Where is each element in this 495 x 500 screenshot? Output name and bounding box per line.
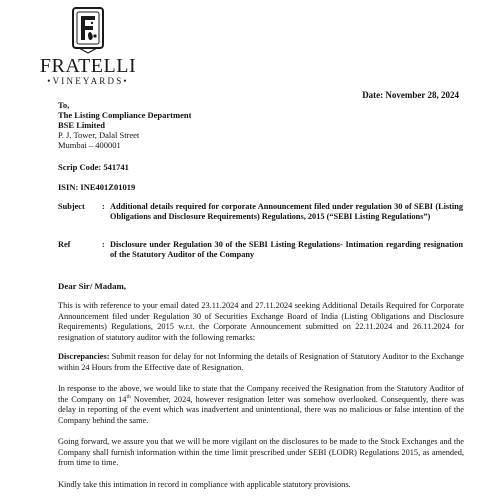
fratelli-crest-icon bbox=[71, 6, 105, 54]
isin-code: ISIN: INE401Z01019 bbox=[58, 182, 136, 192]
address-to: To, bbox=[58, 100, 70, 110]
response-superscript: th bbox=[126, 393, 131, 400]
ref-label: Ref bbox=[58, 240, 71, 249]
subject-text: Additional details required for corporate Announcement filed under regulation 30 of SEBI (Listing Obligations and Disclosure Requirements) Regulations, 2015 (“SEBI Listing Regulations”) bbox=[110, 202, 463, 222]
brand-dot-right: • bbox=[123, 76, 129, 86]
response-text-after: November, 2024, however resignation letter was somehow overlooked. Consequently, there was delay in reporting of the event which was inadvertent and unintentional, there was no malicious or false intention of the Company behind the same. bbox=[58, 394, 464, 425]
subject-colon: : bbox=[102, 202, 105, 211]
response-text-before: In response to the above, we would like to state that the Company received the Resignation from the Statutory Auditor of the Company on 14 bbox=[58, 384, 464, 404]
discrepancies-label: Discrepancies: bbox=[58, 352, 110, 361]
paragraph-reference: This is with reference to your email dated 23.11.2024 and 27.11.2024 seeking Additional Details Required for Corporate Announcement filed under Regulation 30 of Securities Exchange Board of India (Listing Obligations and Disclosure Requirements) Regulations, 2015 w.r.t. the Corporate Announcement submitted on 22.11.2024 and 26.11.2024 for resignation of statutory auditor with the following remarks: bbox=[58, 301, 464, 342]
address-line2: Mumbai – 400001 bbox=[58, 140, 121, 150]
discrepancies-text: Submit reason for delay for not Informing the details of Resignation of Statutory Auditor to the Exchange within 24 Hours from the Effective date of Resignation. bbox=[58, 352, 464, 372]
paragraph-response bbox=[58, 384, 464, 426]
ref-colon: : bbox=[102, 240, 105, 249]
address-line1: P. J. Tower, Dalal Street bbox=[58, 130, 140, 140]
ref-text: Disclosure under Regulation 30 of the SEBI Listing Regulations- Intimation regarding resignation of the Statutory Auditor of the Company bbox=[110, 240, 463, 260]
subject-label: Subject bbox=[58, 202, 85, 211]
brand-name: FRATELLI bbox=[39, 55, 137, 77]
address-department: The Listing Compliance Department bbox=[58, 110, 192, 120]
brand-subtitle bbox=[38, 76, 138, 86]
letter-date: Date: November 28, 2024 bbox=[362, 90, 459, 100]
paragraph-closing: Kindly take this intimation in record in compliance with applicable statutory provisions. bbox=[58, 480, 351, 489]
salutation: Dear Sir/ Madam, bbox=[58, 281, 127, 291]
subject-row bbox=[58, 202, 463, 234]
address-company: BSE Limited bbox=[58, 120, 105, 130]
company-logo bbox=[38, 6, 138, 86]
paragraph-discrepancies bbox=[58, 352, 464, 373]
ref-row bbox=[58, 240, 463, 262]
paragraph-assurance: Going forward, we assure you that we will be more vigilant on the disclosures to be made to the Stock Exchanges and the Company shall furnish information within the time limit prescribed under SEBI (LODR) Regulations 2015, as amended, from time to time. bbox=[58, 437, 464, 468]
scrip-code: Scrip Code: 541741 bbox=[58, 162, 129, 172]
brand-dot-left: • bbox=[47, 76, 53, 86]
brand-sub-text: VINEYARDS bbox=[52, 76, 124, 86]
